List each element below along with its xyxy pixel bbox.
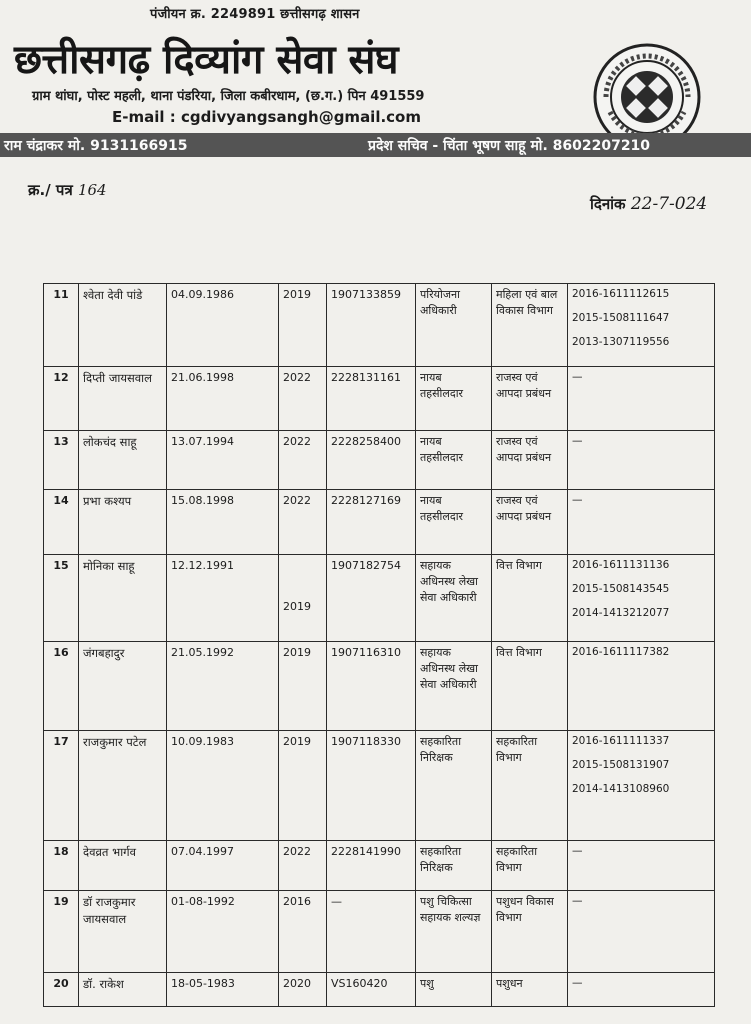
table-row	[44, 284, 715, 367]
name-cell: श्वेता देवी पांडे	[79, 284, 167, 367]
serial-cell: 18	[44, 841, 79, 891]
name-cell: डॉ. राकेश	[79, 973, 167, 1007]
serial-cell: 17	[44, 731, 79, 841]
table-row	[44, 731, 715, 841]
year-cell: 2019	[279, 731, 327, 841]
roll-cell: 2228131161	[327, 367, 416, 431]
year-cell: 2022	[279, 431, 327, 490]
roll-cell: VS160420	[327, 973, 416, 1007]
reference-number	[28, 180, 107, 200]
codes-cell	[568, 731, 715, 841]
roll-cell: 2228258400	[327, 431, 416, 490]
code-entry: 2015-1508131907	[572, 759, 670, 772]
codes-cell	[568, 555, 715, 642]
codes-cell	[568, 891, 715, 973]
code-entry: —	[572, 435, 583, 447]
roll-cell: —	[327, 891, 416, 973]
dept-cell: वित्त विभाग	[492, 642, 568, 731]
dob-cell: 13.07.1994	[167, 431, 279, 490]
dept-cell: राजस्व एवं आपदा प्रबंधन	[492, 367, 568, 431]
code-entry: 2014-1413212077	[572, 607, 670, 620]
dept-cell: वित्त विभाग	[492, 555, 568, 642]
table-row	[44, 973, 715, 1007]
code-entry: 2015-1508143545	[572, 583, 670, 596]
year-cell: 2016	[279, 891, 327, 973]
serial-cell: 12	[44, 367, 79, 431]
roll-cell: 2228127169	[327, 490, 416, 555]
post-cell: परियोजना अधिकारी	[416, 284, 492, 367]
post-cell: सहकारिता निरिक्षक	[416, 731, 492, 841]
dob-cell: 10.09.1983	[167, 731, 279, 841]
dept-cell: राजस्व एवं आपदा प्रबंधन	[492, 431, 568, 490]
code-entry: 2015-1508111647	[572, 312, 670, 325]
contact-right: प्रदेश सचिव - चिंता भूषण साहू मो. 8602207210	[368, 138, 651, 154]
year-cell: 2019	[279, 284, 327, 367]
organization-address: ग्राम थांघा, पोस्ट महली, थाना पंडरिया, जिला कबीरधाम, (छ.ग.) पिन 491559	[32, 89, 425, 104]
year-cell: 2019	[279, 555, 327, 642]
code-entry: 2014-1413108960	[572, 783, 670, 796]
dob-cell: 18-05-1983	[167, 973, 279, 1007]
roll-cell: 1907118330	[327, 731, 416, 841]
code-entry: 2016-1611117382	[572, 646, 670, 658]
records-body	[44, 284, 715, 1007]
dob-cell: 07.04.1997	[167, 841, 279, 891]
year-cell: 2022	[279, 841, 327, 891]
reference-label: क्र./ पत्र	[28, 181, 73, 199]
table-row	[44, 555, 715, 642]
codes-cell	[568, 367, 715, 431]
contact-left: राम चंद्राकर मो. 9131166915	[4, 138, 188, 154]
code-entry: 2016-1611112615	[572, 288, 670, 300]
name-cell: जंगबहादुर	[79, 642, 167, 731]
code-entry: —	[572, 845, 583, 857]
records-table	[43, 283, 715, 1007]
dob-cell: 15.08.1998	[167, 490, 279, 555]
dept-cell: पशुधन विकास विभाग	[492, 891, 568, 973]
roll-cell: 1907182754	[327, 555, 416, 642]
dob-cell: 21.05.1992	[167, 642, 279, 731]
year-cell: 2022	[279, 490, 327, 555]
dob-cell: 21.06.1998	[167, 367, 279, 431]
table-row	[44, 367, 715, 431]
code-entry: 2013-1307119556	[572, 336, 670, 349]
post-cell: नायब तहसीलदार	[416, 490, 492, 555]
codes-cell	[568, 284, 715, 367]
code-entry: 2016-1611111337	[572, 735, 670, 747]
code-entry: —	[572, 371, 583, 383]
post-cell: सहायक अधिनस्थ लेखा सेवा अधिकारी	[416, 555, 492, 642]
registration-line: पंजीयन क्र. 2249891 छत्तीसगढ़ शासन	[150, 7, 360, 22]
code-entry: —	[572, 895, 583, 907]
table-row	[44, 431, 715, 490]
serial-cell: 19	[44, 891, 79, 973]
codes-cell	[568, 431, 715, 490]
dob-cell: 04.09.1986	[167, 284, 279, 367]
reference-value: 164	[77, 181, 107, 199]
name-cell: डॉ राजकुमार जायसवाल	[79, 891, 167, 973]
name-cell: दिप्ती जायसवाल	[79, 367, 167, 431]
post-cell: पशु	[416, 973, 492, 1007]
codes-cell	[568, 973, 715, 1007]
codes-cell	[568, 642, 715, 731]
roll-cell: 2228141990	[327, 841, 416, 891]
dob-cell: 12.12.1991	[167, 555, 279, 642]
name-cell: लोकचंद साहू	[79, 431, 167, 490]
codes-cell	[568, 841, 715, 891]
post-cell: नायब तहसीलदार	[416, 367, 492, 431]
post-cell: सहायक अधिनस्थ लेखा सेवा अधिकारी	[416, 642, 492, 731]
contact-band	[0, 133, 751, 157]
codes-cell	[568, 490, 715, 555]
year-cell: 2019	[279, 642, 327, 731]
serial-cell: 11	[44, 284, 79, 367]
table-row	[44, 490, 715, 555]
letter-date	[590, 194, 707, 214]
organization-email: E-mail : cgdivyangsangh@gmail.com	[112, 108, 421, 126]
post-cell: सहकारिता निरिक्षक	[416, 841, 492, 891]
name-cell: राजकुमार पटेल	[79, 731, 167, 841]
date-label: दिनांक	[590, 195, 626, 213]
serial-cell: 16	[44, 642, 79, 731]
post-cell: पशु चिकित्सा सहायक शल्यज्ञ	[416, 891, 492, 973]
dob-cell: 01-08-1992	[167, 891, 279, 973]
name-cell: मोनिका साहू	[79, 555, 167, 642]
dept-cell: महिला एवं बाल विकास विभाग	[492, 284, 568, 367]
serial-cell: 13	[44, 431, 79, 490]
organization-name: छत्तीसगढ़ दिव्यांग सेवा संघ	[14, 37, 399, 83]
year-cell: 2022	[279, 367, 327, 431]
code-entry: —	[572, 494, 583, 506]
post-cell: नायब तहसीलदार	[416, 431, 492, 490]
name-cell: देवव्रत भार्गव	[79, 841, 167, 891]
table-row	[44, 841, 715, 891]
serial-cell: 15	[44, 555, 79, 642]
table-row	[44, 642, 715, 731]
table-row	[44, 891, 715, 973]
roll-cell: 1907116310	[327, 642, 416, 731]
dept-cell: पशुधन	[492, 973, 568, 1007]
serial-cell: 20	[44, 973, 79, 1007]
dept-cell: सहकारिता विभाग	[492, 731, 568, 841]
serial-cell: 14	[44, 490, 79, 555]
year-cell: 2020	[279, 973, 327, 1007]
code-entry: —	[572, 977, 583, 989]
dept-cell: सहकारिता विभाग	[492, 841, 568, 891]
code-entry: 2016-1611131136	[572, 559, 670, 571]
date-value: 22-7-024	[630, 194, 708, 214]
dept-cell: राजस्व एवं आपदा प्रबंधन	[492, 490, 568, 555]
name-cell: प्रभा कश्यप	[79, 490, 167, 555]
roll-cell: 1907133859	[327, 284, 416, 367]
